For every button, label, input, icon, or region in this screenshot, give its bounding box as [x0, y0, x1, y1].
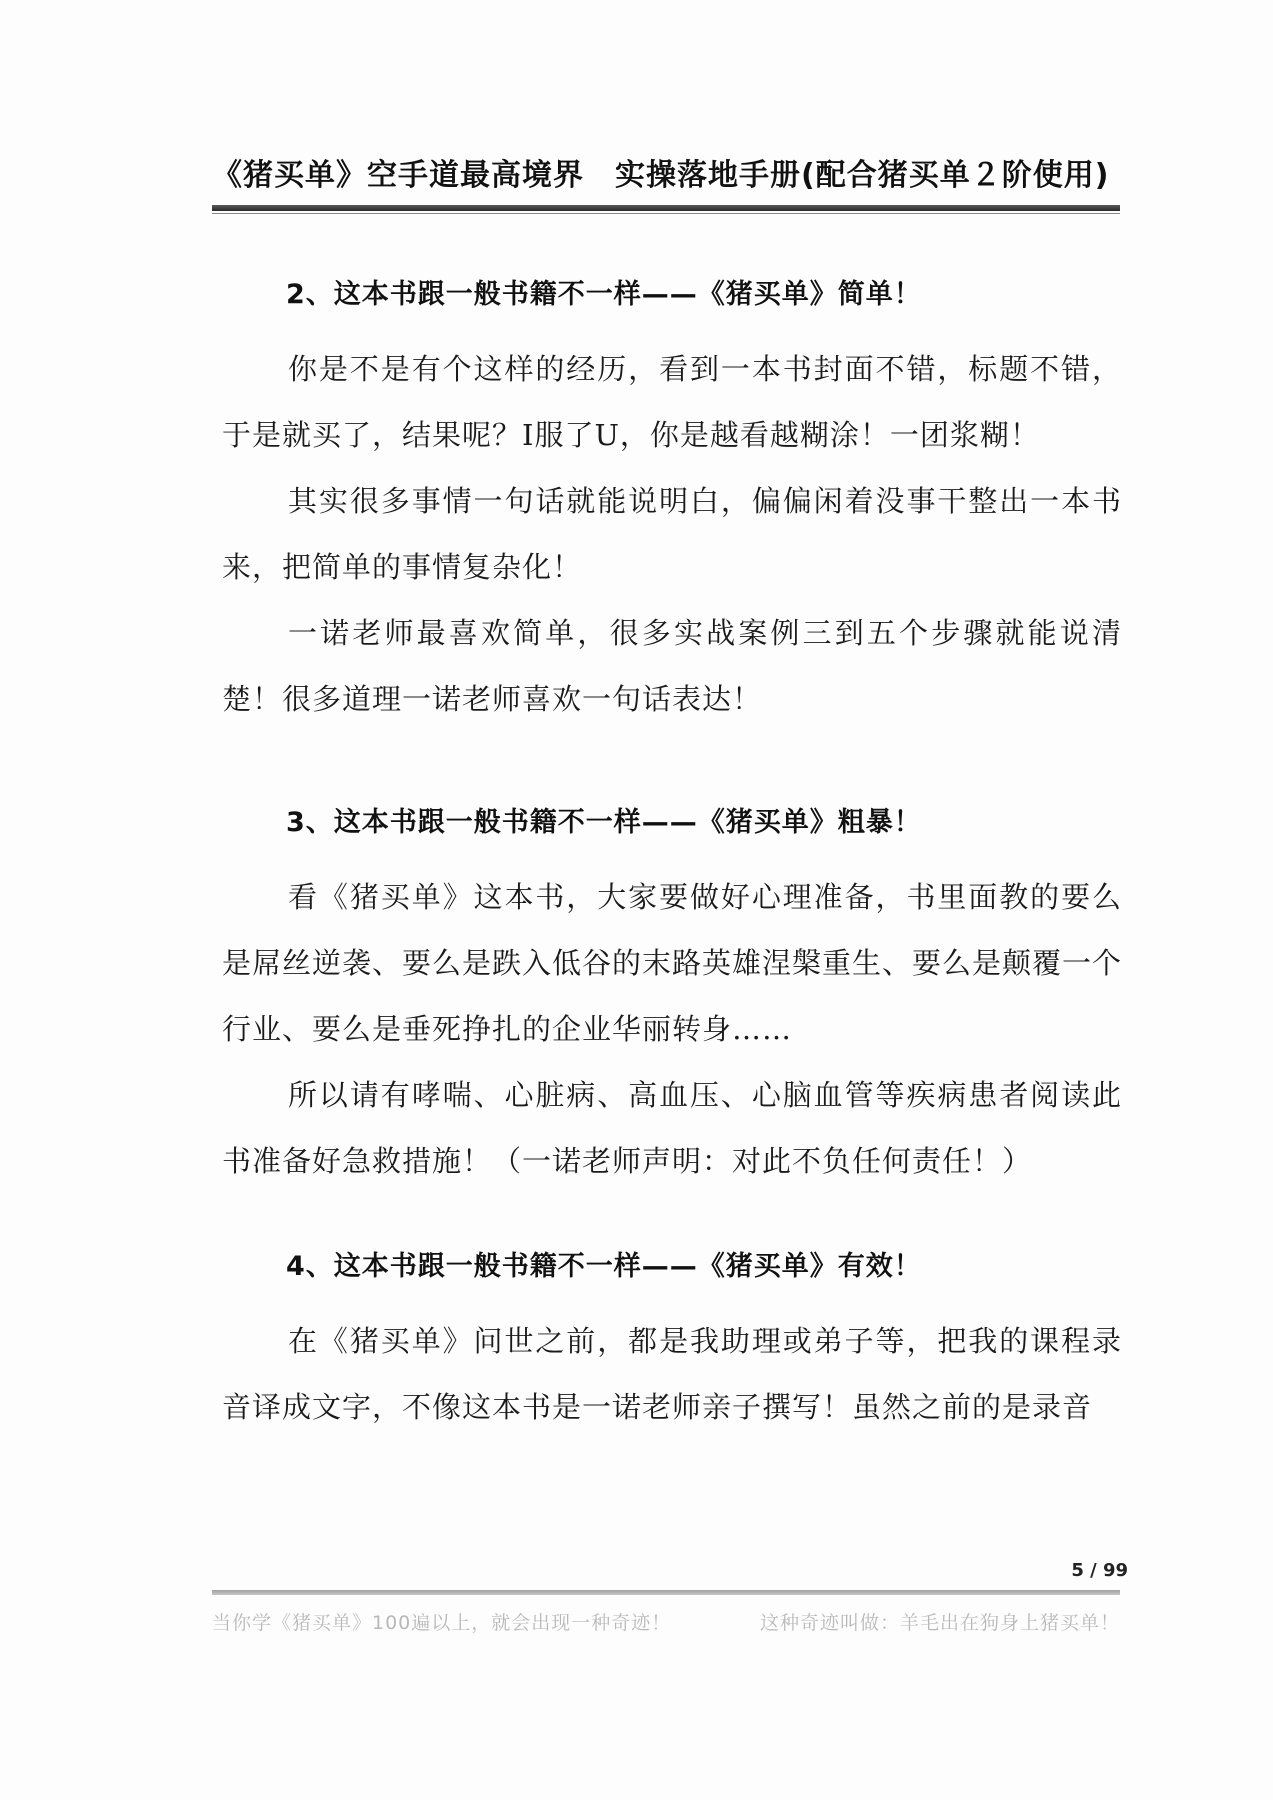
footer-right-text: 这种奇迹叫做：羊毛出在狗身上猪买单！ [759, 1612, 1120, 1634]
section-3 [222, 798, 1122, 1194]
page-header-title: 《猪买单》空手道最高境界 实操落地手册(配合猪买单２阶使用) [212, 158, 1110, 193]
page-content [222, 270, 1122, 1440]
section-heading: 2、这本书跟一般书籍不一样——《猪买单》简单！ [286, 279, 922, 310]
header-divider-thin [212, 213, 1120, 214]
paragraph: 看《猪买单》这本书，大家要做好心理准备，书里面教的要么是屌丝逆袭、要么是跌入低谷的末路英雄涅槃重生、要么是颠覆一个行业、要么是垂死挣扎的企业华丽转身…… [222, 880, 1123, 1046]
paragraph: 你是不是有个这样的经历，看到一本书封面不错，标题不错，于是就买了，结果呢？I服了U，你是越看越糊涂！一团浆糊！ [222, 352, 1122, 452]
section-2 [222, 270, 1122, 732]
paragraph: 在《猪买单》问世之前，都是我助理或弟子等，把我的课程录音译成文字，不像这本书是一诺老师亲子撰写！虽然之前的是录音 [222, 1324, 1122, 1424]
section-4 [222, 1242, 1122, 1440]
page-number: 5 / 99 [1071, 1560, 1128, 1581]
paragraph: 所以请有哮喘、心脏病、高血压、心脑血管等疾病患者阅读此书准备好急救措施！（一诺老师声明：对此不负任何责任！） [222, 1078, 1122, 1178]
page-footer [212, 1608, 1120, 1635]
header-divider [212, 205, 1120, 211]
footer-divider [212, 1590, 1120, 1595]
paragraph: 一诺老师最喜欢简单，很多实战案例三到五个步骤就能说清楚！很多道理一诺老师喜欢一句话表达！ [222, 616, 1122, 716]
footer-left-text: 当你学《猪买单》100遍以上，就会出现一种奇迹！ [212, 1612, 672, 1634]
paragraph: 其实很多事情一句话就能说明白，偏偏闲着没事干整出一本书来，把简单的事情复杂化！ [222, 484, 1122, 584]
section-heading: 4、这本书跟一般书籍不一样——《猪买单》有效！ [286, 1251, 922, 1282]
section-heading: 3、这本书跟一般书籍不一样——《猪买单》粗暴！ [286, 807, 922, 838]
